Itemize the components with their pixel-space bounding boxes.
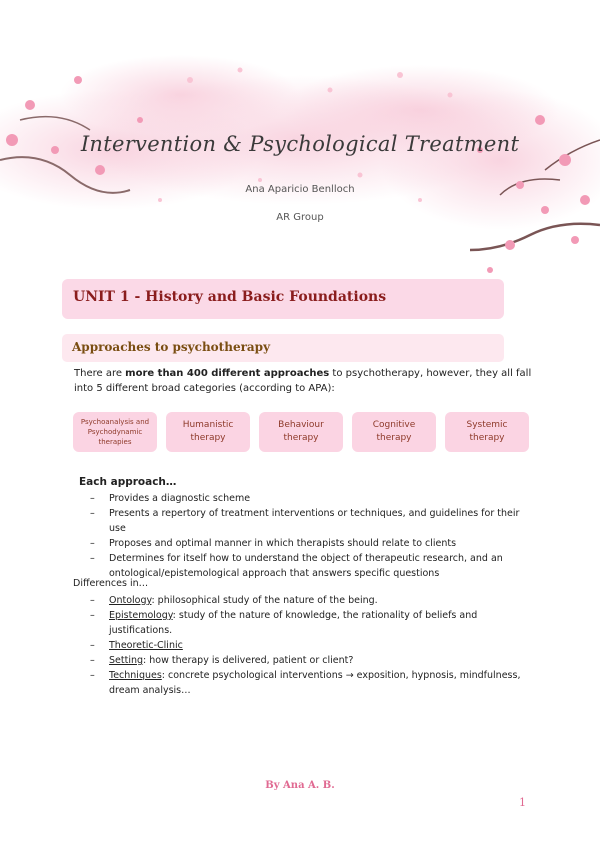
term: Epistemology [109, 610, 173, 621]
list-item: – Proposes and optimal manner in which therapists should relate to clients [90, 538, 457, 549]
list-item: – Provides a diagnostic scheme [90, 493, 251, 504]
differences-list [90, 593, 536, 698]
intro-paragraph [74, 366, 534, 396]
approach-label: Systemic [466, 420, 508, 430]
list-item: – Presents a repertory of treatment interventions or techniques, and guidelines for their use [90, 508, 520, 534]
approach-label: Cognitive [372, 420, 416, 430]
dash-bullet: – [90, 670, 95, 681]
list-item: – Ontology: philosophical study of the nature of the being. [90, 595, 378, 606]
dash-bullet: – [90, 493, 95, 504]
term: Techniques [109, 670, 162, 681]
section-banner [62, 334, 504, 362]
dash-bullet: – [90, 508, 95, 519]
document-title: Intervention & Psychological Treatment [80, 132, 520, 156]
list-item: – Epistemology: study of the nature of knowledge, the rationality of beliefs and justifications. [90, 610, 478, 636]
dash-bullet: – [90, 610, 95, 621]
approach-label: therapy [469, 433, 505, 443]
approach-label: therapy [190, 433, 226, 443]
approach-label: therapy [283, 433, 319, 443]
approach-behaviour [259, 412, 343, 452]
each-approach-heading: Each approach… [79, 476, 177, 488]
list-item: – Determines for itself how to understand the object of therapeutic research, and an ontological/epistemological approach that answers specific questions [90, 553, 503, 579]
footer-credit: By Ana A. B. [265, 780, 335, 791]
page-number: 1 [519, 796, 526, 809]
unit-banner [62, 279, 504, 319]
term: Setting [109, 655, 144, 666]
approach-label: Humanistic [182, 420, 234, 430]
section-title: Approaches to psychotherapy [72, 340, 271, 354]
list-item: – Setting: how therapy is delivered, patient or client? [90, 655, 354, 666]
intro-bold: more than 400 different approaches [125, 368, 330, 379]
intro-text-1: There are [74, 368, 126, 379]
group-name: AR Group [276, 212, 324, 223]
approach-label: Psychoanalysis and [80, 418, 150, 426]
dash-bullet: – [90, 595, 95, 606]
approach-humanistic [166, 412, 250, 452]
approach-label: therapies [98, 438, 132, 446]
approach-categories [73, 412, 529, 454]
differences-heading: Differences in… [73, 578, 149, 589]
dash-bullet: – [90, 553, 95, 564]
approach-systemic [445, 412, 529, 452]
intro-text-2: to psychotherapy, however, they all fall into 5 different broad categories (according to APA): [74, 368, 532, 394]
dash-bullet: – [90, 640, 95, 651]
unit-title: UNIT 1 - History and Basic Foundations [73, 289, 387, 305]
list-item: – Techniques: concrete psychological interventions → exposition, hypnosis, mindfulness, dream analysis… [90, 670, 521, 696]
approach-psychoanalysis [73, 412, 157, 452]
approach-label: therapy [376, 433, 412, 443]
dash-bullet: – [90, 655, 95, 666]
dash-bullet: – [90, 538, 95, 549]
author-name: Ana Aparicio Benlloch [245, 184, 355, 195]
list-item [90, 638, 536, 653]
approach-cognitive [352, 412, 436, 452]
term: Ontology [109, 595, 152, 606]
term: Theoretic-Clinic [109, 640, 183, 651]
approach-label: Behaviour [278, 420, 324, 430]
each-approach-list [90, 491, 536, 581]
approach-label: Psychodynamic [87, 428, 143, 436]
